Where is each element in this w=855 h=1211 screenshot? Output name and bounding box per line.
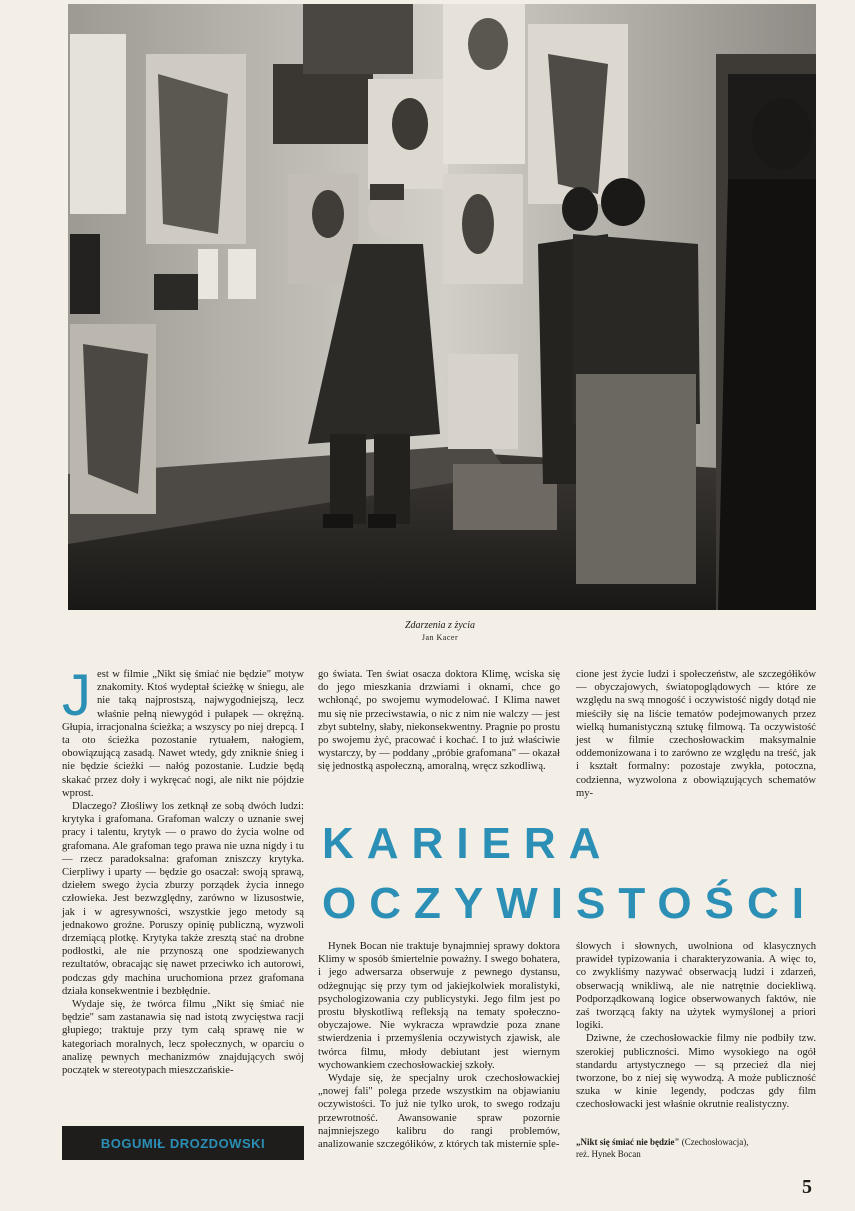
article-column-5 [576,940,816,1112]
paragraph: Hynek Bocan nie traktuje bynajmniej sprawy doktora Klimy w sposób śmiertelnie poważny. I swego bohatera, i jego adwersarza obserwuje z pewnego dystansu, odżegnując się przy tym od jakiejkolwiek moralistyki, psychologizowania czy publicystyki. Jego film jest po prostu błyskotliwą refleksją na tematy społeczno-obyczajowe. Nie wykracza wprawdzie poza znane stwierdzenia i przemyślenia oczywistych zjawisk, ale twórca filmu, młody debiutant jest wiernym wychowankiem czechosłowackiej szkoły. [318,941,560,1071]
paragraph: Dziwne, że czechosłowackie filmy nie podbiły tzw. szerokiej publiczności. Mimo wysokiego na ogół standardu artystycznego — są przecież dla niej tworzone, bo z niej się wywodzą. A może publiczność szuka w kinie legendy, podczas gdy film czechosłowacki jest właśnie okrutnie realistyczny. [576,1033,816,1111]
film-director: reż. Hynek Bocan [576,1149,641,1159]
article-column-2 [318,668,560,774]
page-number: 5 [802,1176,812,1198]
drop-cap: J [62,663,91,728]
paragraph: Wydaje się, że specjalny urok czechosłowackiej „nowej fali" polega przede wszystkim na objawianiu oczywistości. To już nie tylko urok, to swego rodzaju przewrotność. Awansowanie spraw pozornie najmniejszego kalibru do rangi problemów, analizowanie szczegółików, z których tak misternie sple- [318,1073,560,1151]
article-column-3 [576,668,816,800]
film-credits [576,1136,816,1160]
author-byline: BOGUMIŁ DROZDOWSKI [62,1126,304,1160]
paragraph: est w filmie „Nikt się śmiać nie będzie" motyw znakomity. Ktoś wydeptał ścieżkę w śniegu, ale nie taką najprostszą, najwygodniejszą, lecz właśnie pełną niewygód i pułapek — okrężną. Głupia, irracjonalna ścieżka; a wszyscy po niej drepcą. I ta oto ścieżka pozostanie rytuałem, nałogiem, obowiązującą zasadą. Nawet wtedy, gdy zniknie śnieg i nie będzie ścieżki — nałóg pozostanie. Ludzie będą skakać przez doły i wykręcać nogi, ale nikt nie pójdzie wprost. [62,669,304,799]
paragraph: Dlaczego? Złośliwy los zetknął ze sobą dwóch ludzi: krytyka i grafomana. Grafoman walczy o uznanie swej pracy i talentu, krytyk — o prawo do życia wolne od grafomana. Ale grafoman tego prawa nie uzna nigdy i tu — rzecz paradoksalna: grafoman zniszczy krytyka. Cierpliwy i uparty — będzie go osaczał: swoją sprawą, dziełem swego życia zburzy porządek życia innego człowieka. Jest bezwzględny, zarówno w lizusostwie, jak i w agresywności, wszystkie jego metody są jednakowo groźne. Poruszy opinię publiczną, wyzwoli drzemiącą plotkę. Krytyka także zresztą stać na drobne podłostki, ale nie przynoszą one spodziewanych rezultatów, obracając się nawet przeciwko ich autorowi, podczas gdy machina uruchomiona przez grafomana działa konsekwentnie i bezbłędnie. [62,801,304,997]
paragraph: Wydaje się, że twórca filmu „Nikt się śmiać nie będzie" sam zastanawia się nad istotą zwycięstwa racji głupiego; traktuje przy tym całą sprawę nie w kategoriach moralnych, lecz społecznych, w oparciu o analizę pewnych mechanizmów znajdujących swój początek w stereotypach mieszczańskie- [62,999,304,1077]
film-country: (Czechosłowacja), [681,1137,749,1147]
photo-illustration [68,4,816,610]
caption-actor: Jan Kacer [421,633,459,642]
article-photo [68,4,816,610]
title-line-2: OCZYWISTOŚCI [322,879,817,928]
article-title [322,814,822,934]
paragraph: cione jest życie ludzi i społeczeństw, ale szczegółików — obyczajowych, światopoglądowych — które ze względu na swą mnogość i oczywistość nigdy dotąd nie mieściły się na liście tematów podejmowanych przez wielką humanistyczną sztukę filmową. Ta oczywistość jest w filmie czechosłowackim maksymalnie oddemonizowana i to zarówno ze względu na treść, jak i kształt formalny: pozostaje zwykła, potoczna, codzienna, wyzwolona z obowiązujących schematów my- [576,669,816,799]
article-column-1 [62,663,304,1077]
title-line-1: KARIERA [322,819,614,868]
paragraph: go świata. Ten świat osacza doktora Klimę, wciska się do jego mieszkania drzwiami i oknami, chce go wchłonąć, po swojemu wymodelować. I Klima nawet mu się nie przeciwstawia, o nic z nim nie walczy — jest zbyt subtelny, słaby, niekonsekwentny. Pragnie po prostu po swojemu żyć, pracować i kochać. I to już właściwie wystarczy, by — poddany „próbie grafomana" — okazał się jednostką aspołeczną, amoralną, wręcz szkodliwą. [318,669,560,773]
article-column-4 [318,940,560,1151]
paragraph: ślowych i słownych, uwolniona od klasycznych prawideł typizowania i charakteryzowania. A więc to, co zwykliśmy nazywać obserwacją ludzi i zdarzeń, obserwacją wnikliwą, ale nie natrętnie dociekliwą. Podporządkowaną logice obserwowanych faktów, nie zaś tworzącą fakty na użytek wymyślonej a priori logiki. [576,941,816,1032]
caption-title: Zdarzenia z życia [405,620,475,631]
film-title: „Nikt się śmiać nie będzie" [576,1137,680,1147]
photo-caption [300,620,580,644]
